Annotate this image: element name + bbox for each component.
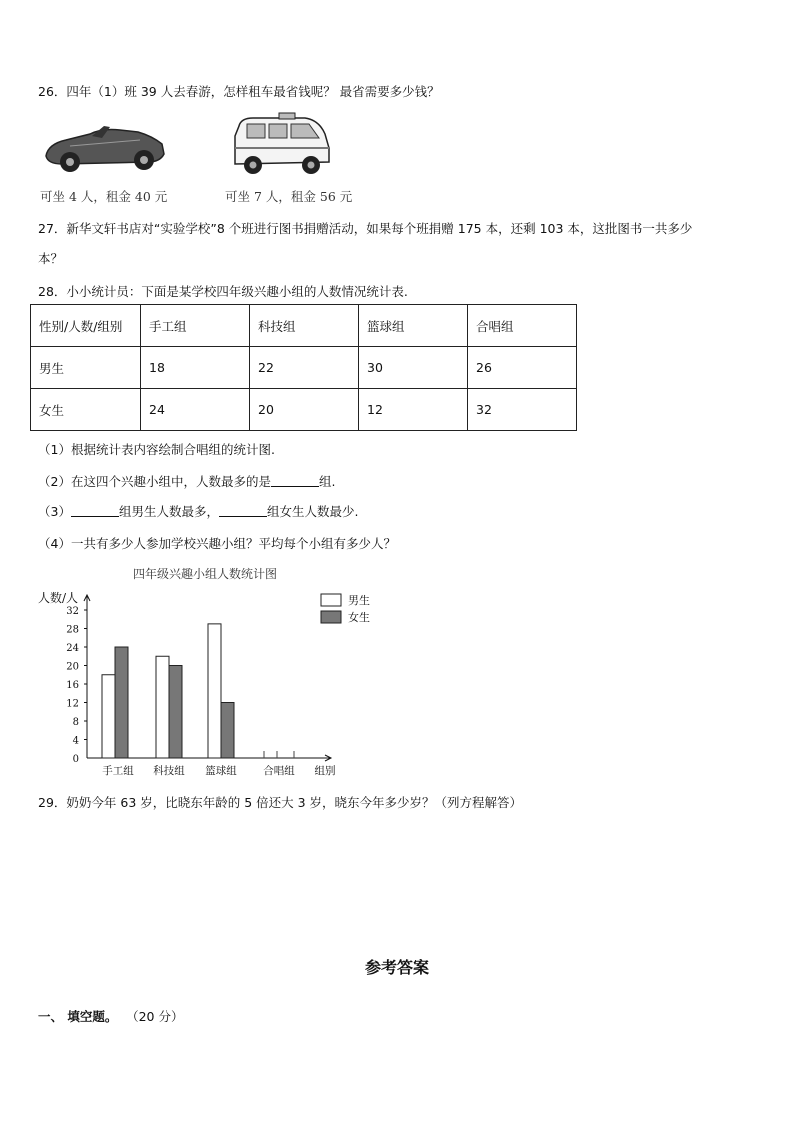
table-cell: 女生 xyxy=(31,389,141,431)
table-header-cell: 科技组 xyxy=(250,305,359,347)
legend-label: 男生 xyxy=(348,594,370,607)
y-tick-label: 8 xyxy=(72,717,79,728)
bar-chart-svg xyxy=(30,560,390,785)
table-cell: 26 xyxy=(468,347,577,389)
section-1-heading xyxy=(38,1007,183,1025)
van-caption: 可坐 7 人，租金 56 元 xyxy=(225,189,353,204)
sports-car-icon xyxy=(40,118,170,178)
sub-question-3-suffix: 组女生人数最少. xyxy=(266,504,359,519)
sub-question-2-prefix: （2）在这四个兴趣小组中，人数最多的是 xyxy=(38,474,271,489)
question-26: 26．四年（1）班 39 人去春游，怎样租车最省钱呢？ 最省需要多少钱？ xyxy=(38,84,440,99)
y-tick-label: 24 xyxy=(66,643,79,654)
y-tick-label: 28 xyxy=(66,624,79,636)
sub-question-2-suffix: 组. xyxy=(318,474,336,489)
section-1-label: 一、 填空题。 xyxy=(38,1009,118,1024)
x-axis-label: 组别 xyxy=(314,765,336,777)
table-header-row xyxy=(31,305,577,347)
sub-question-4: （4）一共有多少人参加学校兴趣小组？平均每个小组有多少人？ xyxy=(38,536,396,551)
sub-question-1: （1）根据统计表内容绘制合唱组的统计图. xyxy=(38,442,275,457)
question-27-line2: 本？ xyxy=(38,251,64,266)
bar-girls xyxy=(115,647,128,758)
answer-blank[interactable] xyxy=(219,504,267,517)
table-cell: 22 xyxy=(250,347,359,389)
table-cell: 30 xyxy=(359,347,468,389)
table-header-cell: 合唱组 xyxy=(468,305,577,347)
bar-girls xyxy=(221,703,234,759)
x-tick-label: 篮球组 xyxy=(205,765,237,777)
y-tick-label: 4 xyxy=(72,735,79,747)
answer-title: 参考答案 xyxy=(364,958,429,977)
question-27-line1: 27．新华文轩书店对“实验学校”8 个班进行图书捐赠活动，如果每个班捐赠 175 本，还剩 103 本，这批图书一共多少 xyxy=(38,221,693,236)
sub-question-3 xyxy=(38,502,358,520)
sub-question-3-prefix: （3） xyxy=(38,504,71,519)
table-header-cell: 性别/人数/组别 xyxy=(31,305,141,347)
y-tick-label: 12 xyxy=(66,698,79,710)
small-car-caption: 可坐 4 人，租金 40 元 xyxy=(40,189,168,204)
bar-boys xyxy=(102,675,115,758)
table-cell: 24 xyxy=(141,389,250,431)
table-cell: 18 xyxy=(141,347,250,389)
x-tick-label: 合唱组 xyxy=(263,765,295,777)
table-cell: 男生 xyxy=(31,347,141,389)
van-option xyxy=(225,112,365,204)
x-tick-label: 科技组 xyxy=(153,765,185,777)
chart-title: 四年级兴趣小组人数统计图 xyxy=(132,567,278,581)
legend-label: 女生 xyxy=(348,611,370,624)
y-tick-label: 20 xyxy=(66,661,79,673)
question-29: 29．奶奶今年 63 岁，比晓东年龄的 5 倍还大 3 岁，晓东今年多少岁？（列方程解答） xyxy=(38,795,523,810)
sub-question-3-middle: 组男生人数最多， xyxy=(118,504,219,519)
x-tick-label: 手工组 xyxy=(102,765,134,777)
y-axis-label: 人数/人 xyxy=(38,591,79,605)
table-header-cell: 手工组 xyxy=(141,305,250,347)
bar-girls xyxy=(169,666,182,759)
table-row xyxy=(31,389,577,431)
bar-boys xyxy=(156,656,169,758)
stats-table xyxy=(30,304,577,431)
legend-swatch xyxy=(321,594,341,606)
answer-blank[interactable] xyxy=(271,474,319,487)
y-tick-label: 16 xyxy=(66,680,79,691)
table-cell: 12 xyxy=(359,389,468,431)
answer-blank[interactable] xyxy=(71,504,119,517)
section-1-score: （20 分） xyxy=(126,1009,184,1024)
y-tick-label: 0 xyxy=(72,754,79,765)
question-28: 28．小小统计员：下面是某学校四年级兴趣小组的人数情况统计表. xyxy=(38,284,408,299)
table-row xyxy=(31,347,577,389)
sub-question-2 xyxy=(38,472,335,490)
van-icon xyxy=(225,112,335,180)
y-tick-label: 32 xyxy=(66,606,79,617)
table-cell: 32 xyxy=(468,389,577,431)
bar-boys xyxy=(208,624,221,758)
small-car-option xyxy=(40,118,180,204)
bar-chart xyxy=(30,560,390,785)
table-header-cell: 篮球组 xyxy=(359,305,468,347)
table-cell: 20 xyxy=(250,389,359,431)
legend-swatch xyxy=(321,611,341,623)
